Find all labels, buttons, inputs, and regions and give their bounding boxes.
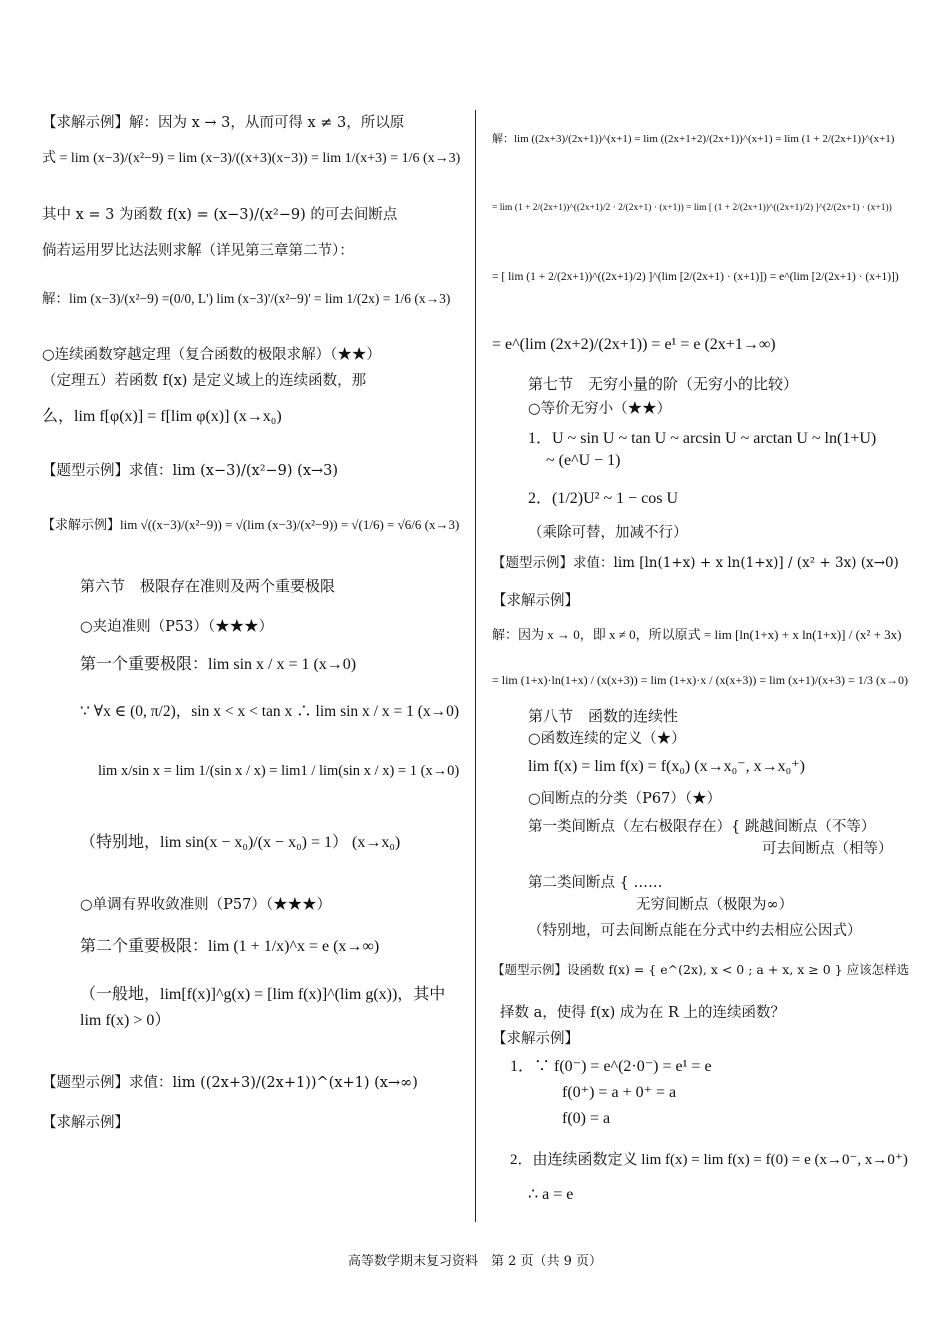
reciprocal-limit: lim x/sin x = lim 1/(sin x / x) = lim1 / lim(sin x / x) = 1 (x→0) <box>98 763 460 779</box>
squeeze-theorem-heading: ○夹迫准则（P53）（★★★） <box>80 619 274 635</box>
solution-step-3b: = lim (1+x)·ln(1+x) / (x(x+3)) = lim (1+x)·x / (x(x+3)) = lim (x+1)/(x+3) = 1/3 (x→0) <box>492 673 909 687</box>
section-eight-title: 第八节 函数的连续性 <box>528 707 679 725</box>
theorem-five-text: （定理五）若函数 f(x) 是定义域上的连续函数，那 <box>42 373 367 389</box>
example-solution-line: 【求解示例】解：因为 x → 3，从而可得 x ≠ 3，所以原 <box>42 115 405 131</box>
continuity-definition-heading: ○函数连续的定义（★） <box>528 731 686 747</box>
second-limit-step-2: = lim (1 + 2/(2x+1))^((2x+1)/2 · 2/(2x+1) · (x+1)) = lim [ (1 + 2/(2x+1))^((2x+1)/2) ]^(2/(2x+1) · (x+1)) <box>492 203 892 213</box>
infinite-discontinuity: 无穷间断点（极限为∞） <box>636 897 794 913</box>
solution-example-1: 【求解示例】lim √((x−3)/(x²−9)) = √(lim (x−3)/(x²−9)) = √(1/6) = √6/6 (x→3) <box>42 517 460 532</box>
continuity-theorem-heading: ○连续函数穿越定理（复合函数的极限求解）（★★） <box>42 347 381 363</box>
function-value-at-zero: f(0) = a <box>562 1110 611 1127</box>
solution-step-3a: 解：因为 x → 0，即 x ≠ 0，所以原式 = lim [ln(1+x) + x ln(1+x)] / (x² + 3x) <box>492 627 902 642</box>
special-case-limit: （特别地，lim sin(x − x₀)/(x − x₀) = 1） (x→x₀) <box>80 834 401 851</box>
solution-example-label: 【求解示例】 <box>42 1115 129 1131</box>
column-divider <box>475 110 476 1222</box>
general-power-limit: （一般地，lim[f(x)]^g(x) = [lim f(x)]^(lim g(x))，其中 <box>80 986 446 1003</box>
lhopital-solution: 解：lim (x−3)/(x²−9) =(0/0, L') lim (x−3)'/(x²−9)' = lim 1/(2x) = 1/6 (x→3) <box>42 291 451 306</box>
problem-example-3: 【题型示例】求值：lim [ln(1+x) + x ln(1+x)] / (x² + 3x) (x→0) <box>492 555 899 571</box>
discontinuity-classification-heading: ○间断点的分类（P67）（★） <box>528 791 722 807</box>
second-limit-step-3: = [ lim (1 + 2/(2x+1))^((2x+1)/2) ]^(lim [2/(2x+1) · (x+1)]) = e^(lim [2/(2x+1) · (x+1)]) <box>492 271 899 283</box>
problem-example-2: 【题型示例】求值：lim ((2x+3)/(2x+1))^(x+1) (x→∞) <box>42 1075 418 1091</box>
equivalence-chain-2: 2．(1/2)U² ~ 1 − cos U <box>528 490 679 507</box>
first-kind-discontinuity: 第一类间断点（左右极限存在）{ 跳越间断点（不等） <box>528 819 876 835</box>
lhopital-note: 倘若运用罗比达法则求解（详见第三章第二节）： <box>42 243 354 259</box>
continuity-definition: lim f(x) = lim f(x) = f(x₀) (x→x₀⁻, x→x₀⁺) <box>528 758 805 775</box>
equivalence-chain-1: 1．U ~ sin U ~ tan U ~ arcsin U ~ arctan U ~ ln(1+U) <box>528 430 877 447</box>
special-case-note: （特别地，可去间断点能在分式中约去相应公因式） <box>528 923 862 939</box>
limit-equation: 式 = lim (x−3)/(x²−9) = lim (x−3)/((x+3)(x−3)) = lim 1/(x+3) = 1/6 (x→3) <box>42 151 461 166</box>
section-seven-title: 第七节 无穷小量的阶（无穷小的比较） <box>528 375 799 393</box>
problem-example-4: 【题型示例】设函数 f(x) = { e^(2x), x < 0 ; a + x, x ≥ 0 } 应该怎样选 <box>492 962 910 977</box>
solution-example-label-3: 【求解示例】 <box>492 1031 579 1047</box>
equivalence-chain-1-cont: ~ (e^U − 1) <box>546 452 621 469</box>
first-limit-proof: ∵ ∀x ∈ (0, π/2)，sin x < x < tan x ∴ lim sin x / x = 1 (x→0) <box>80 703 460 720</box>
removable-discontinuity-note: 其中 x = 3 为函数 f(x) = (x−3)/(x²−9) 的可去间断点 <box>42 207 398 223</box>
first-important-limit: 第一个重要极限：lim sin x / x = 1 (x→0) <box>80 656 357 673</box>
second-limit-result: = e^(lim (2x+2)/(2x+1)) = e¹ = e (2x+1→∞) <box>492 336 776 353</box>
second-limit-step-1: 解：lim ((2x+3)/(2x+1))^(x+1) = lim ((2x+1+2)/(2x+1))^(x+1) = lim (1 + 2/(2x+1))^(x+1) <box>492 133 895 145</box>
final-answer: ∴ a = e <box>528 1186 574 1203</box>
monotone-bounded-heading: ○单调有界收敛准则（P57）（★★★） <box>80 897 332 913</box>
problem-example-1: 【题型示例】求值：lim (x−3)/(x²−9) (x→3) <box>42 463 339 479</box>
right-limit-value: f(0⁺) = a + 0⁺ = a <box>562 1084 677 1101</box>
continuity-conclusion: 2．由连续函数定义 lim f(x) = lim f(x) = f(0) = e (x→0⁻, x→0⁺) <box>510 1152 908 1168</box>
solution-example-label-2: 【求解示例】 <box>492 593 579 609</box>
substitution-rule: （乘除可替，加减不行） <box>528 525 688 541</box>
second-kind-discontinuity: 第二类间断点 { …… <box>528 875 663 891</box>
left-limit-value: 1．∵ f(0⁻) = e^(2·0⁻) = e¹ = e <box>510 1058 712 1075</box>
composite-limit-formula: 么，lim f[φ(x)] = f[lim φ(x)] (x→x₀) <box>42 408 282 425</box>
general-power-limit-condition: lim f(x) > 0） <box>80 1012 171 1029</box>
equivalent-infinitesimal-heading: ○等价无穷小（★★） <box>528 401 672 417</box>
section-six-title: 第六节 极限存在准则及两个重要极限 <box>80 577 336 595</box>
problem-example-4-cont: 择数 a，使得 f(x) 成为在 R 上的连续函数？ <box>500 1005 785 1021</box>
page-footer: 高等数学期末复习资料 第 2 页（共 9 页） <box>347 1254 603 1269</box>
removable-discontinuity: 可去间断点（相等） <box>762 841 893 857</box>
second-important-limit: 第二个重要极限：lim (1 + 1/x)^x = e (x→∞) <box>80 938 380 955</box>
